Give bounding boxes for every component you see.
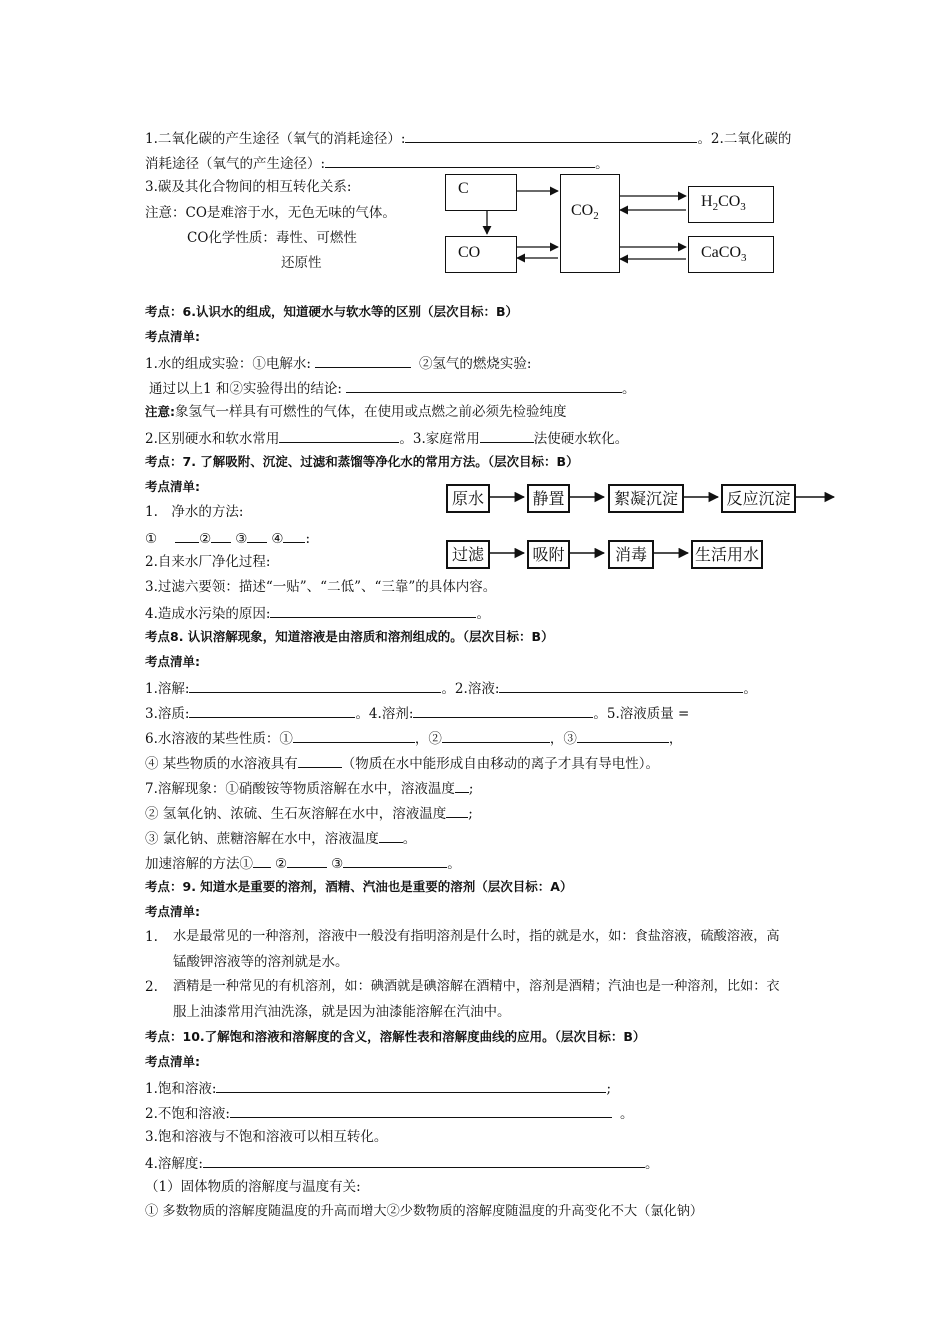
h2co3-sub-2: 3 <box>740 201 746 214</box>
k6-line-4-mid: 。3.家庭常用 <box>399 431 480 447</box>
blank[interactable] <box>253 853 271 868</box>
k8-line-2-tail: 。5.溶液质量 = <box>593 706 690 722</box>
k6-line-1-text: 1.水的组成实验：①电解水: <box>145 356 311 372</box>
k10-list-label: 考点清单: <box>145 1054 200 1069</box>
k7-line-2 <box>145 528 310 548</box>
k8-line-2-mid: 。4.溶剂: <box>355 706 414 722</box>
k8-line-1 <box>145 678 757 698</box>
k10-title: 考点：10.了解饱和溶液和溶解度的含义，溶解性表和溶解度曲线的应用。（层次目标：B） <box>145 1029 646 1044</box>
k7-line-4: 3.过滤六要领：描述“一贴”、“二低”、“三靠”的具体内容。 <box>145 579 497 595</box>
blank[interactable] <box>346 378 622 393</box>
k8-line-3-c: ，③ <box>549 731 577 747</box>
k8-line-8-b: ② <box>275 856 288 872</box>
k10-line-3: 3.饱和溶液与不饱和溶液可以相互转化。 <box>145 1129 388 1145</box>
blank[interactable] <box>283 528 305 543</box>
k6-line-2-text: 通过以上1 和②实验得出的结论: <box>149 381 342 397</box>
k8-line-8-tail: 。 <box>447 856 461 872</box>
k9-item-2-line-1: 酒精是一种常见的有机溶剂，如：碘酒就是碘溶解在酒精中，溶剂是酒精；汽油也是一种溶剂，比如：衣 <box>173 979 780 994</box>
k7-mark-3: ③ <box>235 531 248 547</box>
k7-line-5-text: 4.造成水污染的原因: <box>145 606 271 622</box>
k6-line-4-tail: 法使硬水软化。 <box>533 431 629 447</box>
k10-line-4-text: 4.溶解度: <box>145 1156 203 1172</box>
k8-line-7-tail: 。 <box>402 831 417 847</box>
k8-line-3-text: 6.水溶液的某些性质：① <box>145 731 293 747</box>
h2co3-h: H <box>701 193 713 210</box>
flow-step-domestic-water: 生活用水 <box>691 540 763 569</box>
flow-step-raw-water: 原水 <box>446 484 490 513</box>
k8-line-5-text: 7.溶解现象：①硝酸铵等物质溶解在水中，溶液温度 <box>145 781 455 797</box>
co-reducibility: 还原性 <box>281 255 322 271</box>
k6-line-4 <box>145 428 628 448</box>
co2-line-3: 3.碳及其化合物间的相互转化关系: <box>145 179 352 195</box>
k6-title: 考点：6.认识水的组成，知道硬水与软水等的区别（层次目标：B） <box>145 304 518 319</box>
k7-mark-1: ① <box>145 531 158 547</box>
blank[interactable] <box>442 728 550 743</box>
co2-line-1-text: 1.二氧化碳的产生途径（氧气的消耗途径）: <box>145 131 406 147</box>
k8-line-4 <box>145 753 659 773</box>
k6-line-1-tail: ②氢气的燃烧实验: <box>418 356 532 372</box>
k10-line-6: ① 多数物质的溶解度随温度的升高而增大②少数物质的溶解度随温度的升高变化不大（氯化钠） <box>145 1204 704 1219</box>
k8-line-8 <box>145 853 461 873</box>
k7-line-1: 1. 净水的方法: <box>145 504 244 520</box>
k10-line-2-text: 2.不饱和溶液: <box>145 1106 230 1122</box>
k10-line-2 <box>145 1103 633 1123</box>
blank[interactable] <box>315 353 411 368</box>
k8-line-8-text: 加速溶解的方法① <box>145 856 253 872</box>
blank[interactable] <box>216 1078 606 1093</box>
blank[interactable] <box>270 603 476 618</box>
blank[interactable] <box>499 678 743 693</box>
k6-line-1 <box>145 353 532 373</box>
flow-step-flocculation: 絮凝沉淀 <box>608 484 684 513</box>
blank[interactable] <box>446 803 468 818</box>
blank[interactable] <box>247 528 267 543</box>
k10-line-1-text: 1.饱和溶液: <box>145 1081 217 1097</box>
h2co3-sub-1: 2 <box>712 201 719 214</box>
blank[interactable] <box>379 828 403 843</box>
k6-note-label: 注意: <box>145 404 175 419</box>
k8-line-1-mid: 。2.溶液: <box>441 681 500 697</box>
k6-note <box>145 403 567 421</box>
k10-line-4-tail: 。 <box>644 1156 659 1172</box>
co2-line-2-text: 消耗途径（氧气的产生途径）: <box>145 156 326 172</box>
k8-line-8-c: ③ <box>331 856 344 872</box>
k7-line-5 <box>145 603 490 623</box>
k10-line-5: （1）固体物质的溶解度与温度有关: <box>145 1179 361 1195</box>
k9-item-1-line-2: 锰酸钾溶液等的溶剂就是水。 <box>173 954 349 970</box>
k8-line-3-tail: ， <box>668 731 683 747</box>
k10-line-1-tail: ; <box>606 1081 611 1097</box>
k6-list-label: 考点清单: <box>145 329 200 344</box>
co2-line-2-tail: 。 <box>595 156 609 172</box>
k8-line-7 <box>145 828 416 848</box>
k8-line-1-text: 1.溶解: <box>145 681 190 697</box>
k8-line-6-text: ② 氢氧化钠、浓硫、生石灰溶解在水中，溶液温度 <box>145 806 447 822</box>
k10-line-2-tail: 。 <box>619 1106 634 1122</box>
co-properties: CO化学性质：毒性、可燃性 <box>187 230 357 246</box>
k6-line-4-text: 2.区别硬水和软水常用 <box>145 431 280 447</box>
blank[interactable] <box>293 728 415 743</box>
caco3-text: CaCO <box>701 244 741 261</box>
caco3-subscript: 3 <box>741 252 747 265</box>
co2-subscript: 2 <box>593 210 599 223</box>
k9-item-2-line-2: 服上油漆常用汽油洗涤，就是因为油漆能溶解在汽油中。 <box>173 1004 511 1020</box>
k8-line-6-tail: ; <box>468 806 473 822</box>
blank[interactable] <box>203 1153 645 1168</box>
k9-item-1-line-1: 水是最常见的一种溶剂，溶液中一般没有指明溶剂是什么时，指的就是水，如：食盐溶液，硫酸溶液，高 <box>173 929 780 944</box>
blank[interactable] <box>287 853 327 868</box>
blank[interactable] <box>577 728 669 743</box>
k7-list-label: 考点清单: <box>145 479 200 494</box>
k9-list-label: 考点清单: <box>145 904 200 919</box>
blank[interactable] <box>455 778 469 793</box>
k7-line-5-tail: 。 <box>476 606 490 622</box>
blank[interactable] <box>189 703 355 718</box>
k6-line-2 <box>149 378 635 398</box>
h2co3-co: CO <box>718 193 741 210</box>
k6-line-2-tail: 。 <box>621 381 636 397</box>
blank[interactable] <box>189 678 441 693</box>
k8-line-3-b: ，② <box>414 731 442 747</box>
flow-step-adsorption: 吸附 <box>527 540 570 569</box>
k8-line-5 <box>145 778 473 798</box>
k8-line-5-tail: ; <box>468 781 474 797</box>
k10-line-1 <box>145 1078 611 1098</box>
k8-line-6 <box>145 803 473 823</box>
blank[interactable] <box>480 428 534 443</box>
k9-item-2-number: 2. <box>145 979 158 995</box>
k8-title: 考点8. 认识溶解现象，知道溶液是由溶质和溶剂组成的。（层次目标：B） <box>145 629 554 644</box>
co2-line-1-tail: 。2.二氧化碳的 <box>697 131 792 147</box>
flow-step-reaction-settling: 反应沉淀 <box>721 484 796 513</box>
blank[interactable] <box>343 853 447 868</box>
k9-item-1-number: 1. <box>145 929 158 945</box>
k7-title: 考点：7. 了解吸附、沉淀、过滤和蒸馏等净化水的常用方法。（层次目标：B） <box>145 454 579 469</box>
blank[interactable] <box>298 753 342 768</box>
k10-line-4 <box>145 1153 658 1173</box>
flow-step-settling: 静置 <box>527 484 570 513</box>
k8-list-label: 考点清单: <box>145 654 200 669</box>
k7-mark-4: ④ <box>271 531 284 547</box>
k7-mark-2: ② <box>199 531 212 547</box>
k7-line-3: 2.自来水厂净化过程: <box>145 554 271 570</box>
diagram-label-co: CO <box>458 244 481 261</box>
k8-line-4-tail: （物质在水中能形成自由移动的离子才具有导电性）。 <box>341 756 660 772</box>
k8-line-4-text: ④ 某些物质的水溶液具有 <box>145 756 298 772</box>
k6-note-text: 象氢气一样具有可燃性的气体，在使用或点燃之前必须先检验纯度 <box>175 404 567 420</box>
k8-line-7-text: ③ 氯化钠、蔗糖溶解在水中，溶液温度 <box>145 831 379 847</box>
blank[interactable] <box>211 528 231 543</box>
k8-line-2 <box>145 703 689 723</box>
blank[interactable] <box>230 1103 612 1118</box>
co-note: 注意：CO是难溶于水，无色无味的气体。 <box>145 205 396 221</box>
diagram-label-c: C <box>458 180 469 197</box>
k8-line-1-tail: 。 <box>743 681 757 697</box>
k9-title: 考点：9. 知道水是重要的溶剂，酒精、汽油也是重要的溶剂（层次目标：A） <box>145 879 573 894</box>
blank[interactable] <box>279 428 399 443</box>
k8-line-2-text: 3.溶质: <box>145 706 190 722</box>
flow-step-filtration: 过滤 <box>446 540 490 569</box>
blank[interactable] <box>413 703 593 718</box>
co2-text: CO <box>571 202 594 219</box>
flow-step-disinfection: 消毒 <box>608 540 654 569</box>
k7-line-2-tail: : <box>305 531 310 547</box>
blank[interactable] <box>175 528 199 543</box>
k8-line-3 <box>145 728 682 748</box>
